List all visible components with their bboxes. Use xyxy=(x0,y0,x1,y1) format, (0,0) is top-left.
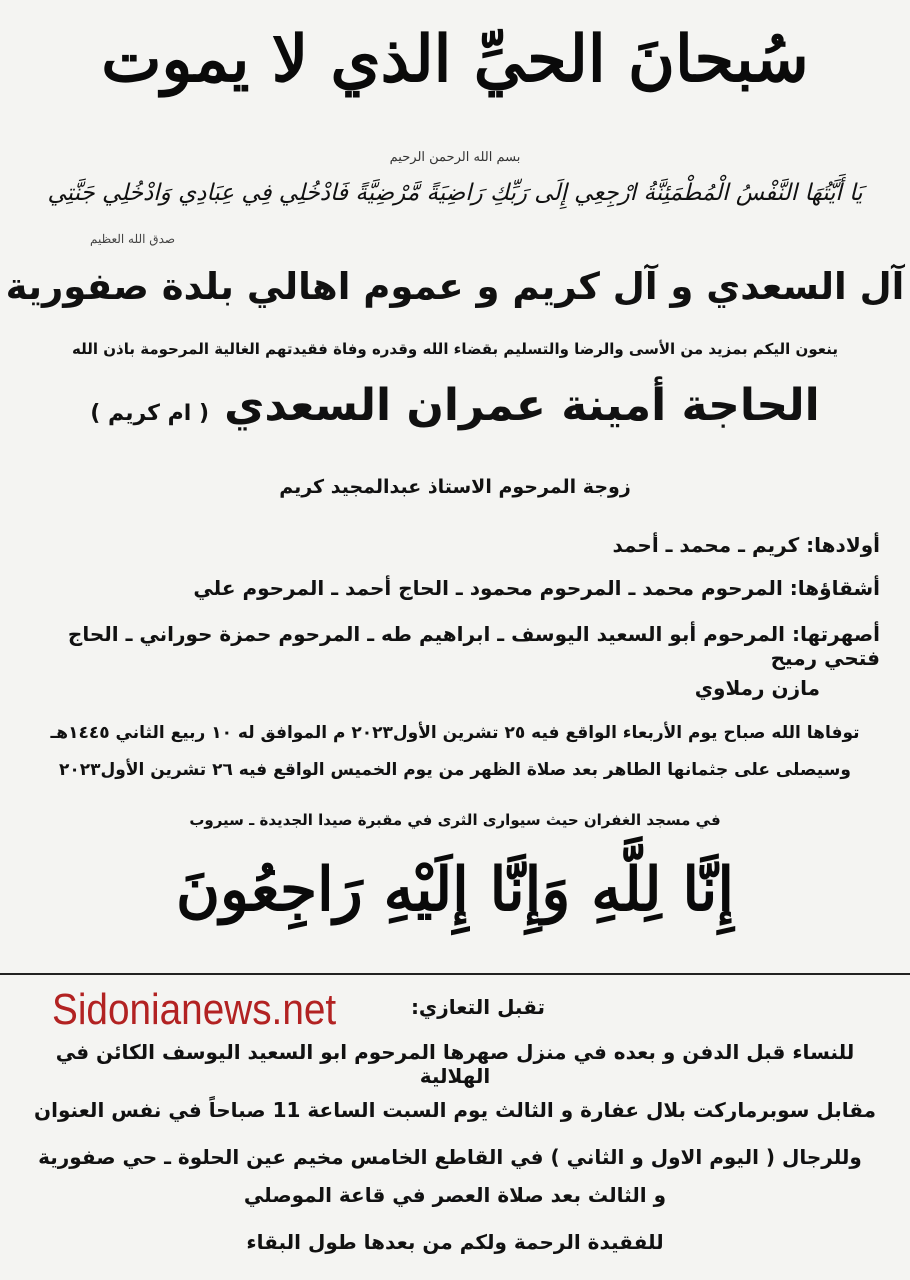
quran-verse: يَا أَيَّتُهَا النَّفْسُ الْمُطْمَئِنَّةُ ارْجِعِي إِلَى رَبِّكِ رَاضِيَةً مَّرْضِيَّةً فَادْخُلِي فِي عِبَادِي وَادْخُلِي جَنَّتِي xyxy=(47,180,863,206)
siblings-line: أشقاؤها: المرحوم محمد ـ المرحوم محمود ـ الحاج أحمد ـ المرحوم علي xyxy=(193,576,880,600)
condolences-men-line-2: و الثالث بعد صلاة العصر في قاعة الموصلي xyxy=(243,1183,667,1207)
sadaq-allah: صدق الله العظيم xyxy=(90,232,176,246)
basmala: بسم الله الرحمن الرحيم xyxy=(389,150,521,165)
condolences-women-line-2: مقابل سوبرماركت بلال عفارة و الثالث يوم السبت الساعة 11 صباحاً في نفس العنوان xyxy=(34,1098,876,1122)
section-divider xyxy=(0,973,910,975)
death-date-line: توفاها الله صباح يوم الأربعاء الواقع فيه ٢٥ تشرين الأول٢٠٢٣ م الموافق له ١٠ ربيع الثاني ١٤٤٥هـ xyxy=(50,723,860,743)
deceased-block xyxy=(60,380,850,431)
deceased-name: الحاجة أمينة عمران السعدي xyxy=(224,380,820,431)
condolences-men-line-1: وللرجال ( اليوم الاول و الثاني ) في القاطع الخامس مخيم عين الحلوة ـ حي صفورية xyxy=(38,1145,862,1169)
condolences-women-line-1: للنساء قبل الدفن و بعده في منزل صهرها المرحوم ابو السعيد اليوسف الكائن في الهلالية xyxy=(55,1040,855,1088)
closing-line: للفقيدة الرحمة ولكم من بعدها طول البقاء xyxy=(246,1230,664,1254)
deceased-nickname: ( ام كريم ) xyxy=(90,401,209,426)
in-laws-continued: مازن رملاوي xyxy=(694,676,820,700)
in-laws-line: أصهرتها: المرحوم أبو السعيد اليوسف ـ ابراهيم طه ـ المرحوم حمزة حوراني ـ الحاج فتحي رميح xyxy=(67,622,880,670)
announcement-intro: ينعون اليكم بمزيد من الأسى والرضا والتسليم بقضاء الله وقدره وفاة فقيدتهم الغالية المرحومة باذن الله xyxy=(72,340,838,358)
funeral-prayer-line: وسيصلى على جثمانها الطاهر بعد صلاة الظهر من يوم الخميس الواقع فيه ٢٦ تشرين الأول٢٠٢٣ xyxy=(59,760,851,780)
children-line: أولادها: كريم ـ محمد ـ أحمد xyxy=(612,533,880,557)
top-calligraphy: سُبحانَ الحيِّ الذي لا يموت xyxy=(101,22,809,97)
husband-line: زوجة المرحوم الاستاذ عبدالمجيد كريم xyxy=(279,476,631,498)
site-watermark: Sidonianews.net xyxy=(52,985,337,1034)
bottom-calligraphy: إِنَّا لِلَّهِ وَإِنَّا إِلَيْهِ رَاجِعُونَ xyxy=(175,855,735,925)
burial-line: في مسجد الغفران حيث سيوارى الثرى في مقبرة صيدا الجديدة ـ سيروب xyxy=(189,811,721,829)
condolences-title: تقبل التعازي: xyxy=(410,995,545,1019)
mourning-families: آل السعدي و آل كريم و عموم اهالي بلدة صفورية xyxy=(5,265,905,308)
